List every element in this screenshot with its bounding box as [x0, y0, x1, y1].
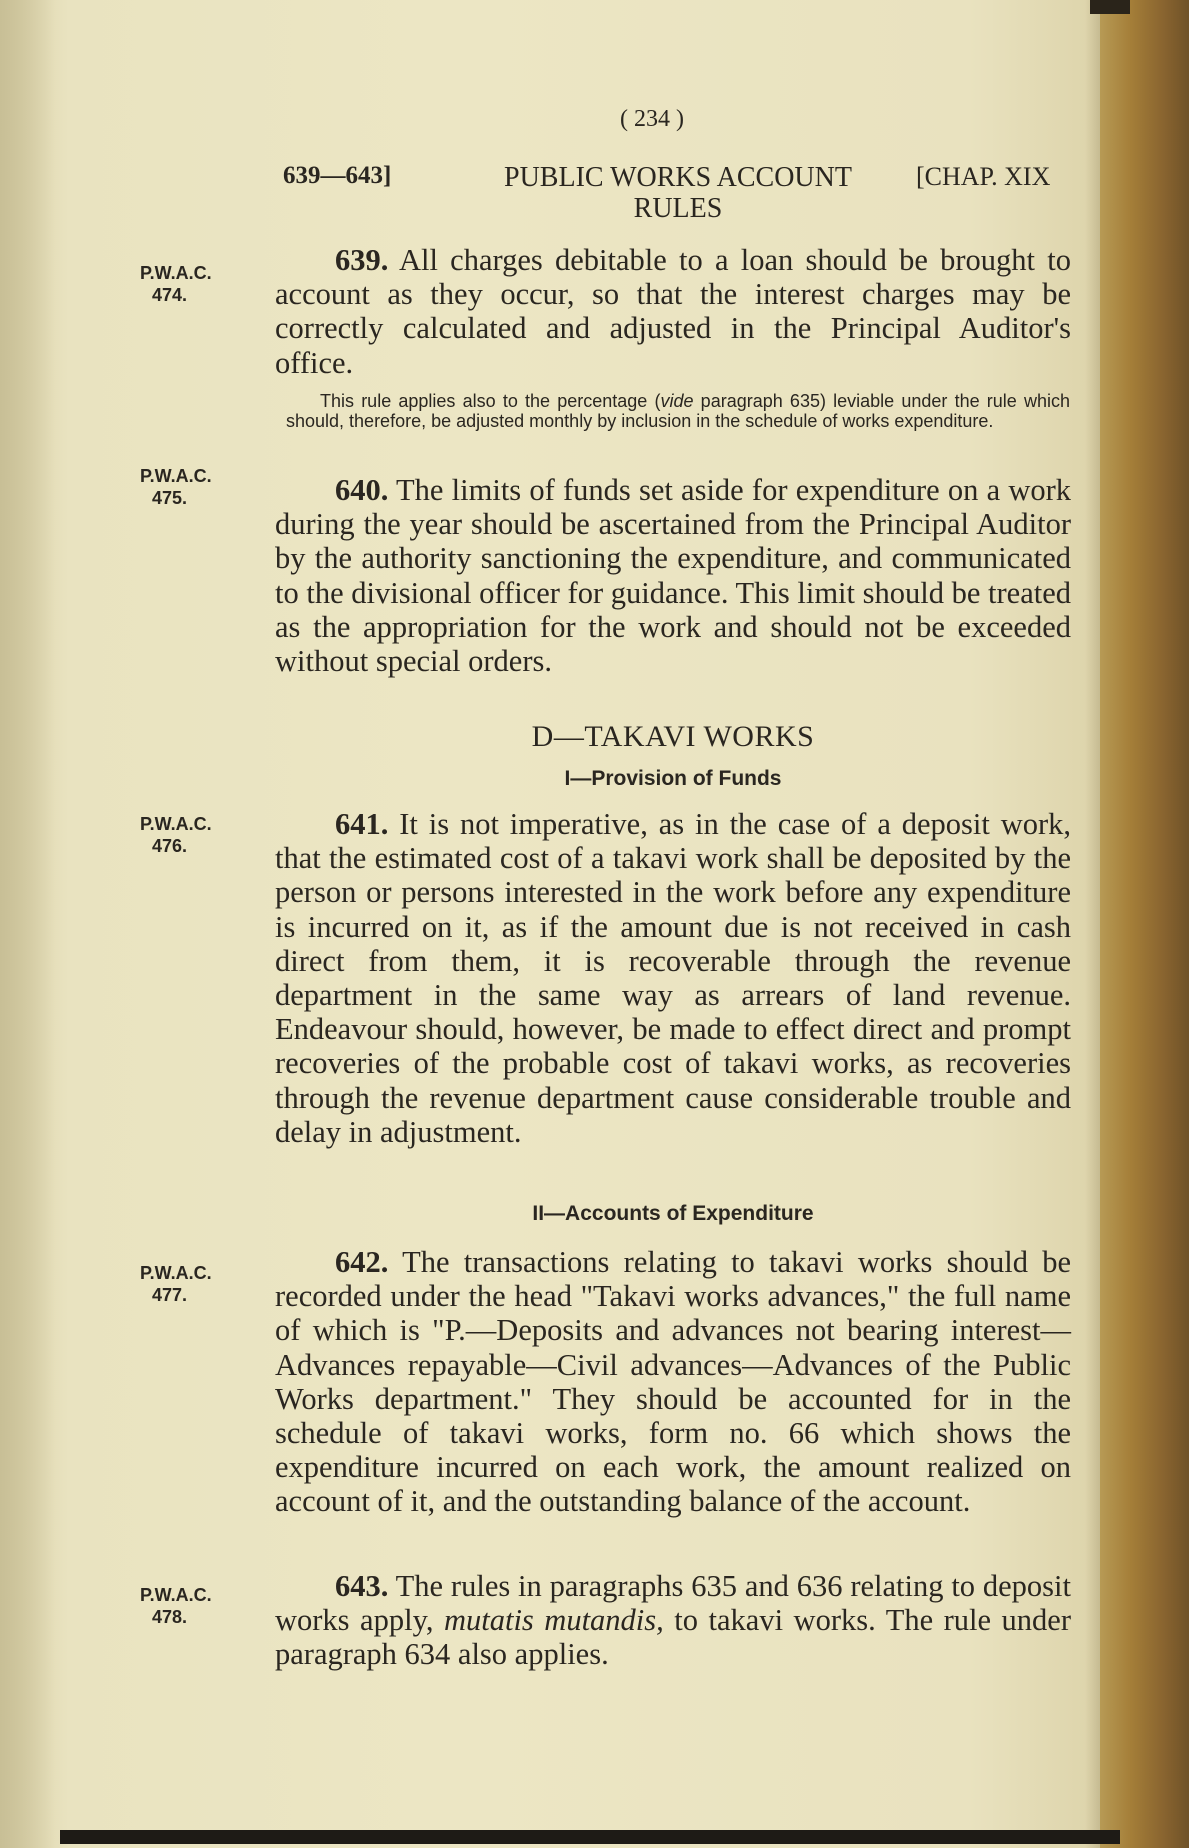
paragraph-641 [275, 807, 1071, 1149]
margin-ref-475 [140, 465, 212, 509]
margin-ref-number: 476. [152, 836, 188, 856]
note-text-end: paragraph 635) leviable under the rule which should, therefore, be adjusted monthly by inclusion in the schedule of works expenditure. [286, 391, 1071, 431]
header-chapter: [CHAP. XIX [916, 162, 1051, 191]
paragraph-639 [275, 243, 1071, 380]
paragraph-latin-phrase: mutatis mutandis, [443, 1603, 664, 1638]
book-spine [1100, 0, 1189, 1848]
margin-ref-code: P.W.A.C. [140, 1263, 212, 1283]
subheading-provision-of-funds: I—Provision of Funds [564, 767, 782, 790]
paragraph-text-start: The rules in paragraphs 635 and 636 relating to deposit works apply, [275, 1569, 1071, 1638]
paragraph-number: 639. [335, 243, 389, 277]
top-edge-mark [1090, 0, 1130, 14]
margin-ref-number: 475. [152, 488, 188, 508]
note-text-start: This rule applies also to the percentage ( [320, 391, 661, 411]
page-number: ( 234 ) [620, 106, 684, 132]
page-left-edge [0, 0, 55, 1848]
header-paragraph-range: 639—643] [283, 162, 392, 189]
subheading-accounts-of-expenditure: II—Accounts of Expenditure [532, 1202, 814, 1225]
paragraph-text: It is not imperative, as in the case of a deposit work, that the estimated cost of a takavi work shall be deposited by the person or persons interested in the work before any expenditure is incurred on it, as if the amount due is not received in cash direct from them, it is recoverable through the revenue department in the same way as arrears of land revenue. Endeavour should, however, be made to effect direct and prompt recoveries of the probable cost of takavi works, as recoveries through the revenue department cause considerable trouble and delay in adjustment. [275, 807, 1072, 1149]
margin-ref-474 [140, 262, 212, 306]
paragraph-number: 643. [335, 1569, 389, 1603]
paragraph-text: The limits of funds set aside for expenditure on a work during the year should be ascertained from the Principal Auditor by the authority sanctioning the expenditure, and communicated to the divisional officer for guidance. This limit should be treated as the appropriation for the work and should not be exceeded without special orders. [275, 473, 1072, 679]
paragraph-number: 642. [335, 1245, 389, 1279]
margin-ref-number: 478. [152, 1607, 188, 1627]
margin-ref-number: 477. [152, 1285, 188, 1305]
paragraph-text: The transactions relating to takavi works should be recorded under the head "Takavi works advances," the full name of which is "P.—Deposits and advances not bearing interest—Advances repayable—Civil advances—Advances of the Public Works department." They should be accounted for in the schedule of takavi works, form no. 66 which shows the expenditure incurred on each work, the amount realized on account of it, and the outstanding balance of the account. [275, 1245, 1071, 1519]
margin-ref-code: P.W.A.C. [140, 1585, 212, 1605]
margin-ref-number: 474. [152, 285, 188, 305]
paragraph-643 [275, 1569, 1071, 1672]
section-heading-takavi: D—TAKAVI WORKS [531, 720, 815, 753]
paragraph-text: All charges debitable to a loan should be brought to account as they occur, so that the interest charges may be correctly calculated and adjusted in the Principal Auditor's office. [275, 243, 1071, 380]
margin-ref-476 [140, 813, 212, 857]
note-639 [286, 392, 1070, 431]
paragraph-number: 640. [335, 473, 389, 507]
paragraph-text-end: to takavi works. The rule under paragraph 634 also applies. [275, 1603, 1071, 1672]
paragraph-642 [275, 1245, 1071, 1519]
bottom-edge-bar [60, 1830, 1120, 1844]
paragraph-640 [275, 473, 1071, 678]
margin-ref-478 [140, 1584, 212, 1628]
margin-ref-code: P.W.A.C. [140, 814, 212, 834]
paragraph-number: 641. [335, 807, 389, 841]
header-title: PUBLIC WORKS ACCOUNT RULES [504, 162, 852, 224]
margin-ref-477 [140, 1262, 212, 1306]
margin-ref-code: P.W.A.C. [140, 263, 212, 283]
note-vide: vide [660, 391, 694, 411]
margin-ref-code: P.W.A.C. [140, 466, 212, 486]
